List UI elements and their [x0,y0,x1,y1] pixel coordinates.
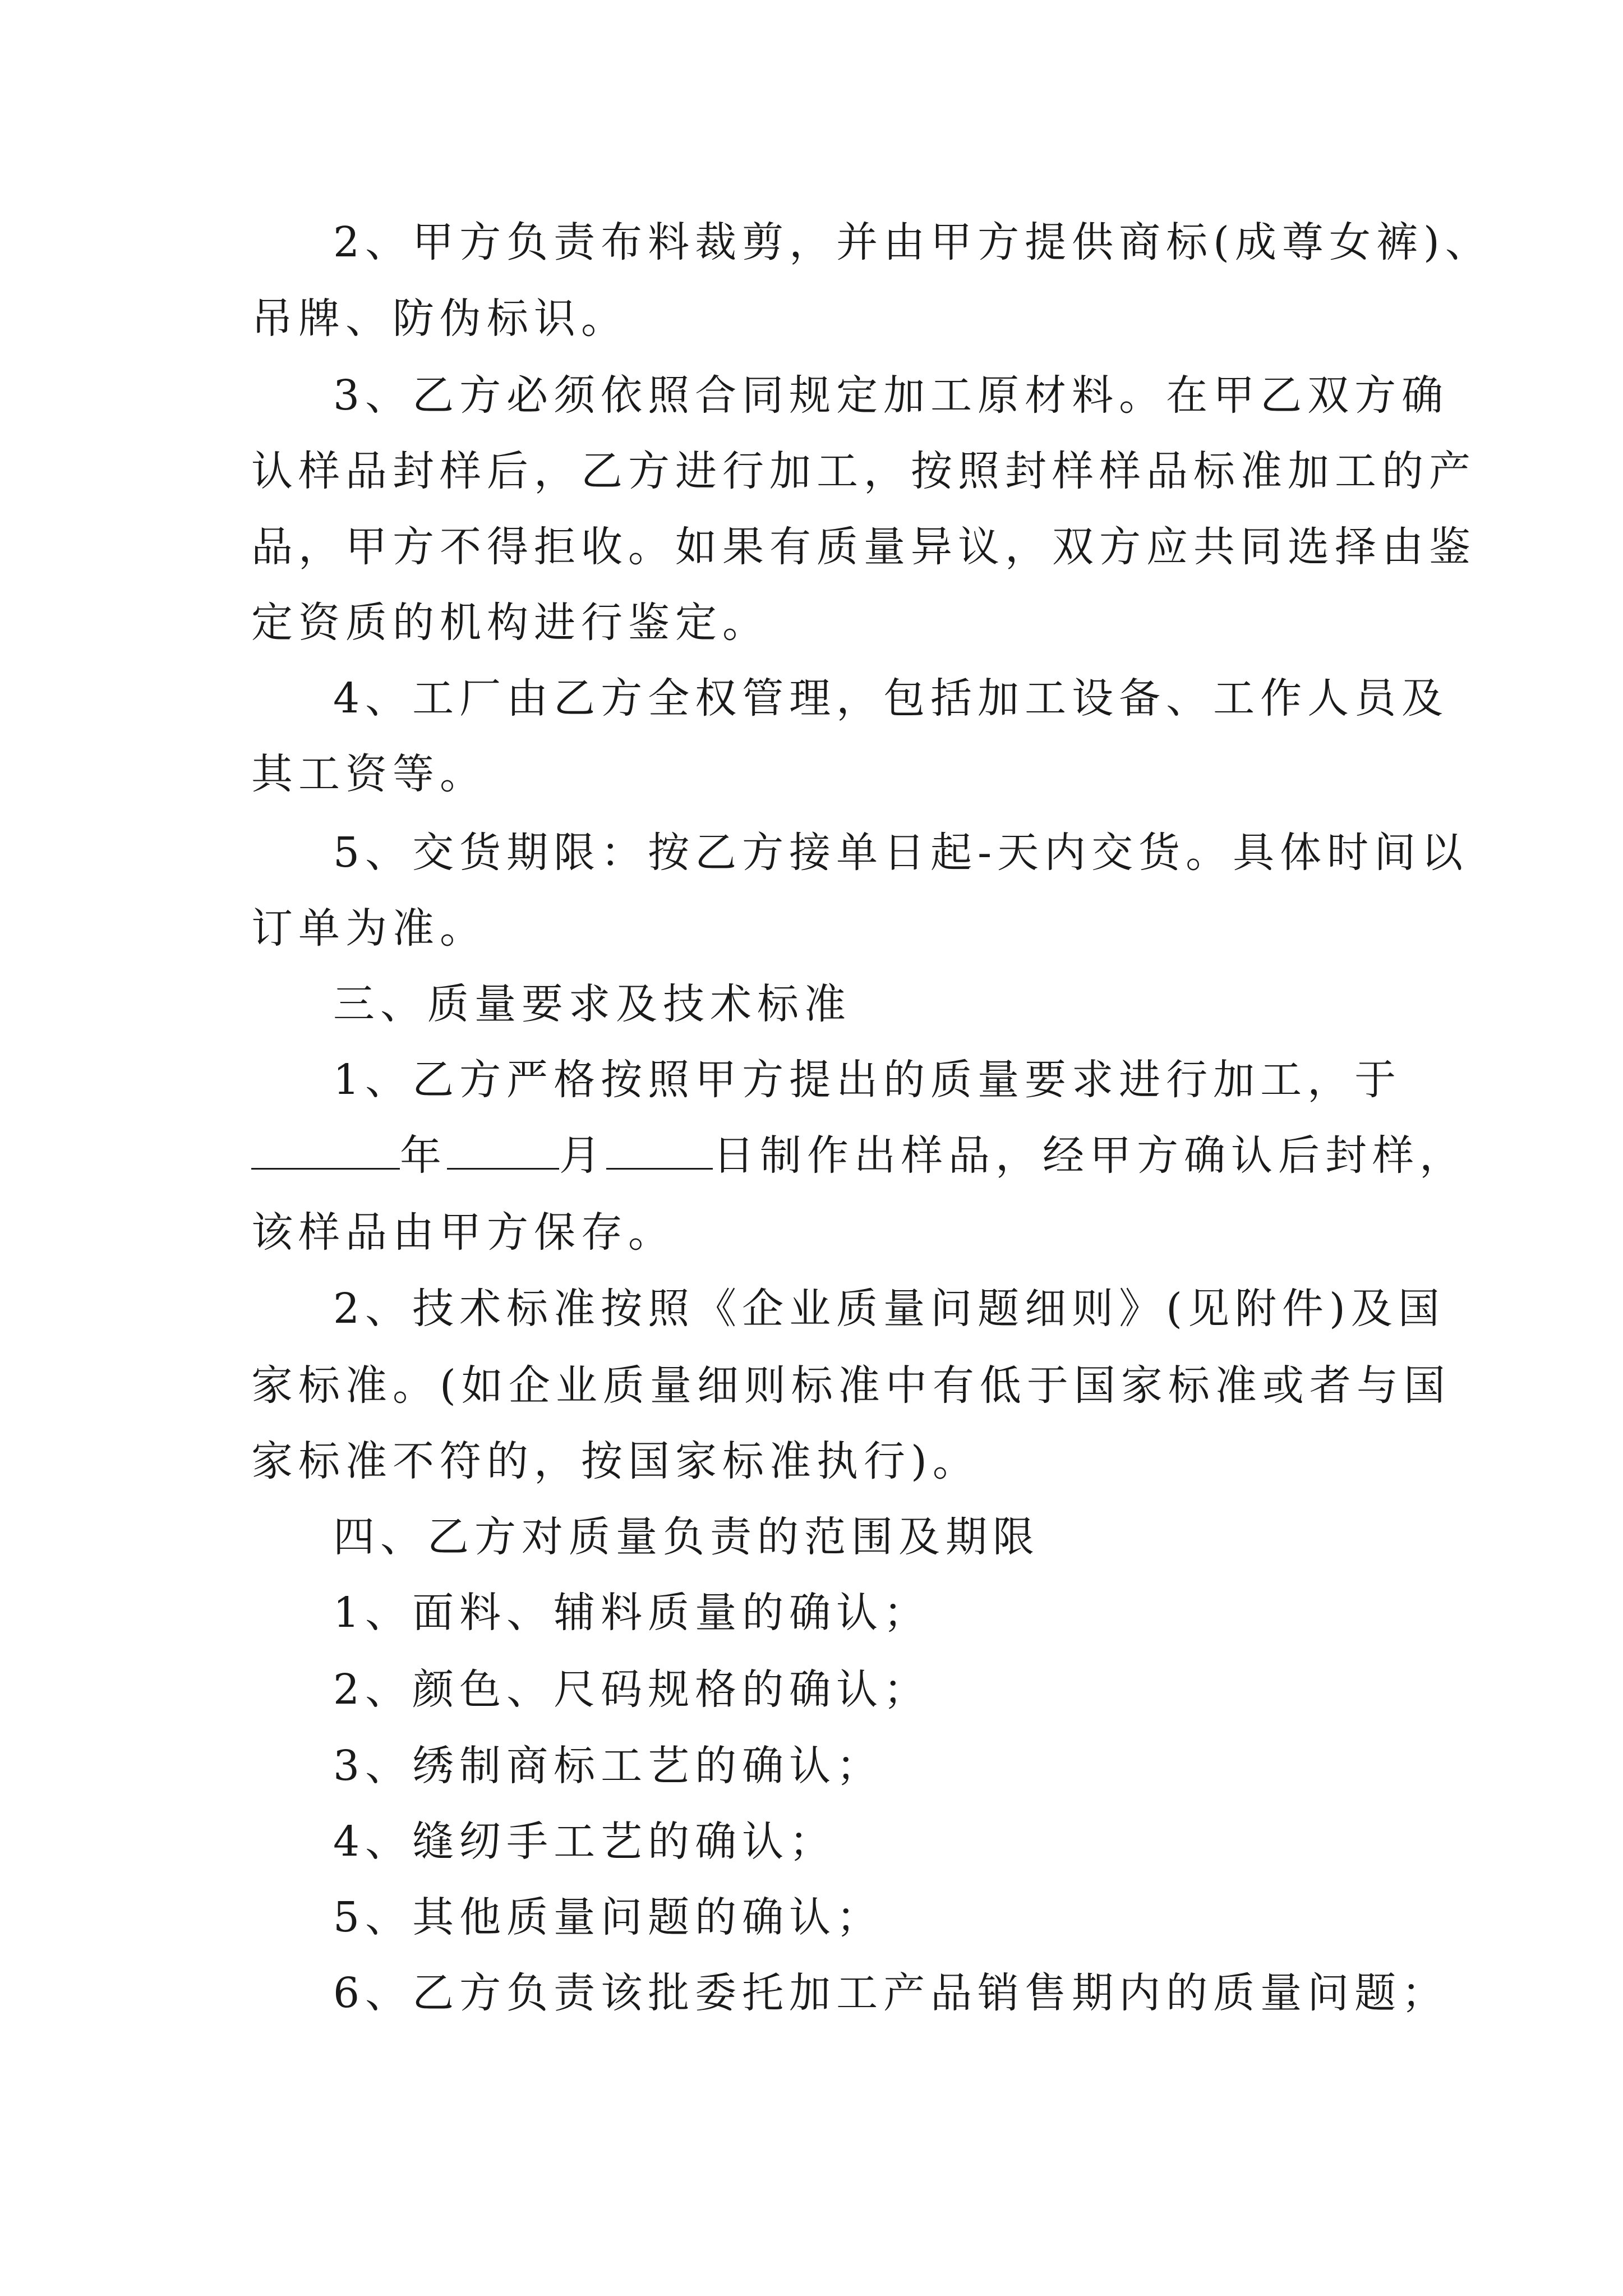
day-blank [606,1128,713,1170]
quality-clause-1-line-1: 1、乙方严格按照甲方提出的质量要求进行加工，于 [333,1056,1402,1104]
quality-clause-2-line-1: 2、技术标准按照《企业质量问题细则》(见附件)及国 [333,1285,1445,1333]
scope-item-6: 6、乙方负责该批委托加工产品销售期内的质量问题； [333,1969,1449,2017]
clause-5-line-2: 订单为准。 [251,904,487,953]
quality-clause-2-line-2: 家标准。(如企业质量细则标准中有低于国家标准或者与国 [251,1361,1451,1410]
clause-3-line-3: 品，甲方不得拒收。如果有质量异议，双方应共同选择由鉴 [251,523,1476,571]
quality-clause-1-line-3: 该样品由甲方保存。 [251,1208,675,1257]
year-label: 年 [400,1131,447,1180]
date-line-rest: 日制作出样品，经甲方确认后封样， [713,1131,1467,1180]
scope-item-1: 1、面料、辅料质量的确认； [333,1589,931,1637]
clause-2-line-1: 2、甲方负责布料裁剪，并由甲方提供商标(成尊女裤)、 [333,218,1492,266]
clause-4-line-2: 其工资等。 [251,750,487,798]
section-3-heading: 三、质量要求及技术标准 [333,980,851,1028]
scope-item-2: 2、颜色、尺码规格的确认； [333,1665,931,1714]
month-label: 月 [559,1131,606,1180]
clause-5-line-1: 5、交货期限：按乙方接单日起-天内交货。具体时间以 [333,829,1469,877]
scope-item-3: 3、绣制商标工艺的确认； [333,1742,884,1790]
clause-3-line-1: 3、乙方必须依照合同规定加工原材料。在甲乙双方确 [333,371,1449,420]
quality-clause-1-date-line [251,1128,1467,1184]
scope-item-5: 5、其他质量问题的确认； [333,1893,884,1941]
clause-2-line-2: 吊牌、防伪标识。 [251,295,628,343]
year-blank [251,1128,400,1170]
clause-3-line-2: 认样品封样后，乙方进行加工，按照封样样品标准加工的产 [251,447,1476,495]
clause-4-line-1: 4、工厂由乙方全权管理，包括加工设备、工作人员及 [333,674,1449,723]
month-blank [447,1128,559,1170]
quality-clause-2-line-3: 家标准不符的，按国家标准执行)。 [251,1437,980,1485]
section-4-heading: 四、乙方对质量负责的范围及期限 [333,1513,1040,1561]
scope-item-4: 4、缝纫手工艺的确认； [333,1818,837,1866]
clause-3-line-4: 定资质的机构进行鉴定。 [251,599,769,647]
